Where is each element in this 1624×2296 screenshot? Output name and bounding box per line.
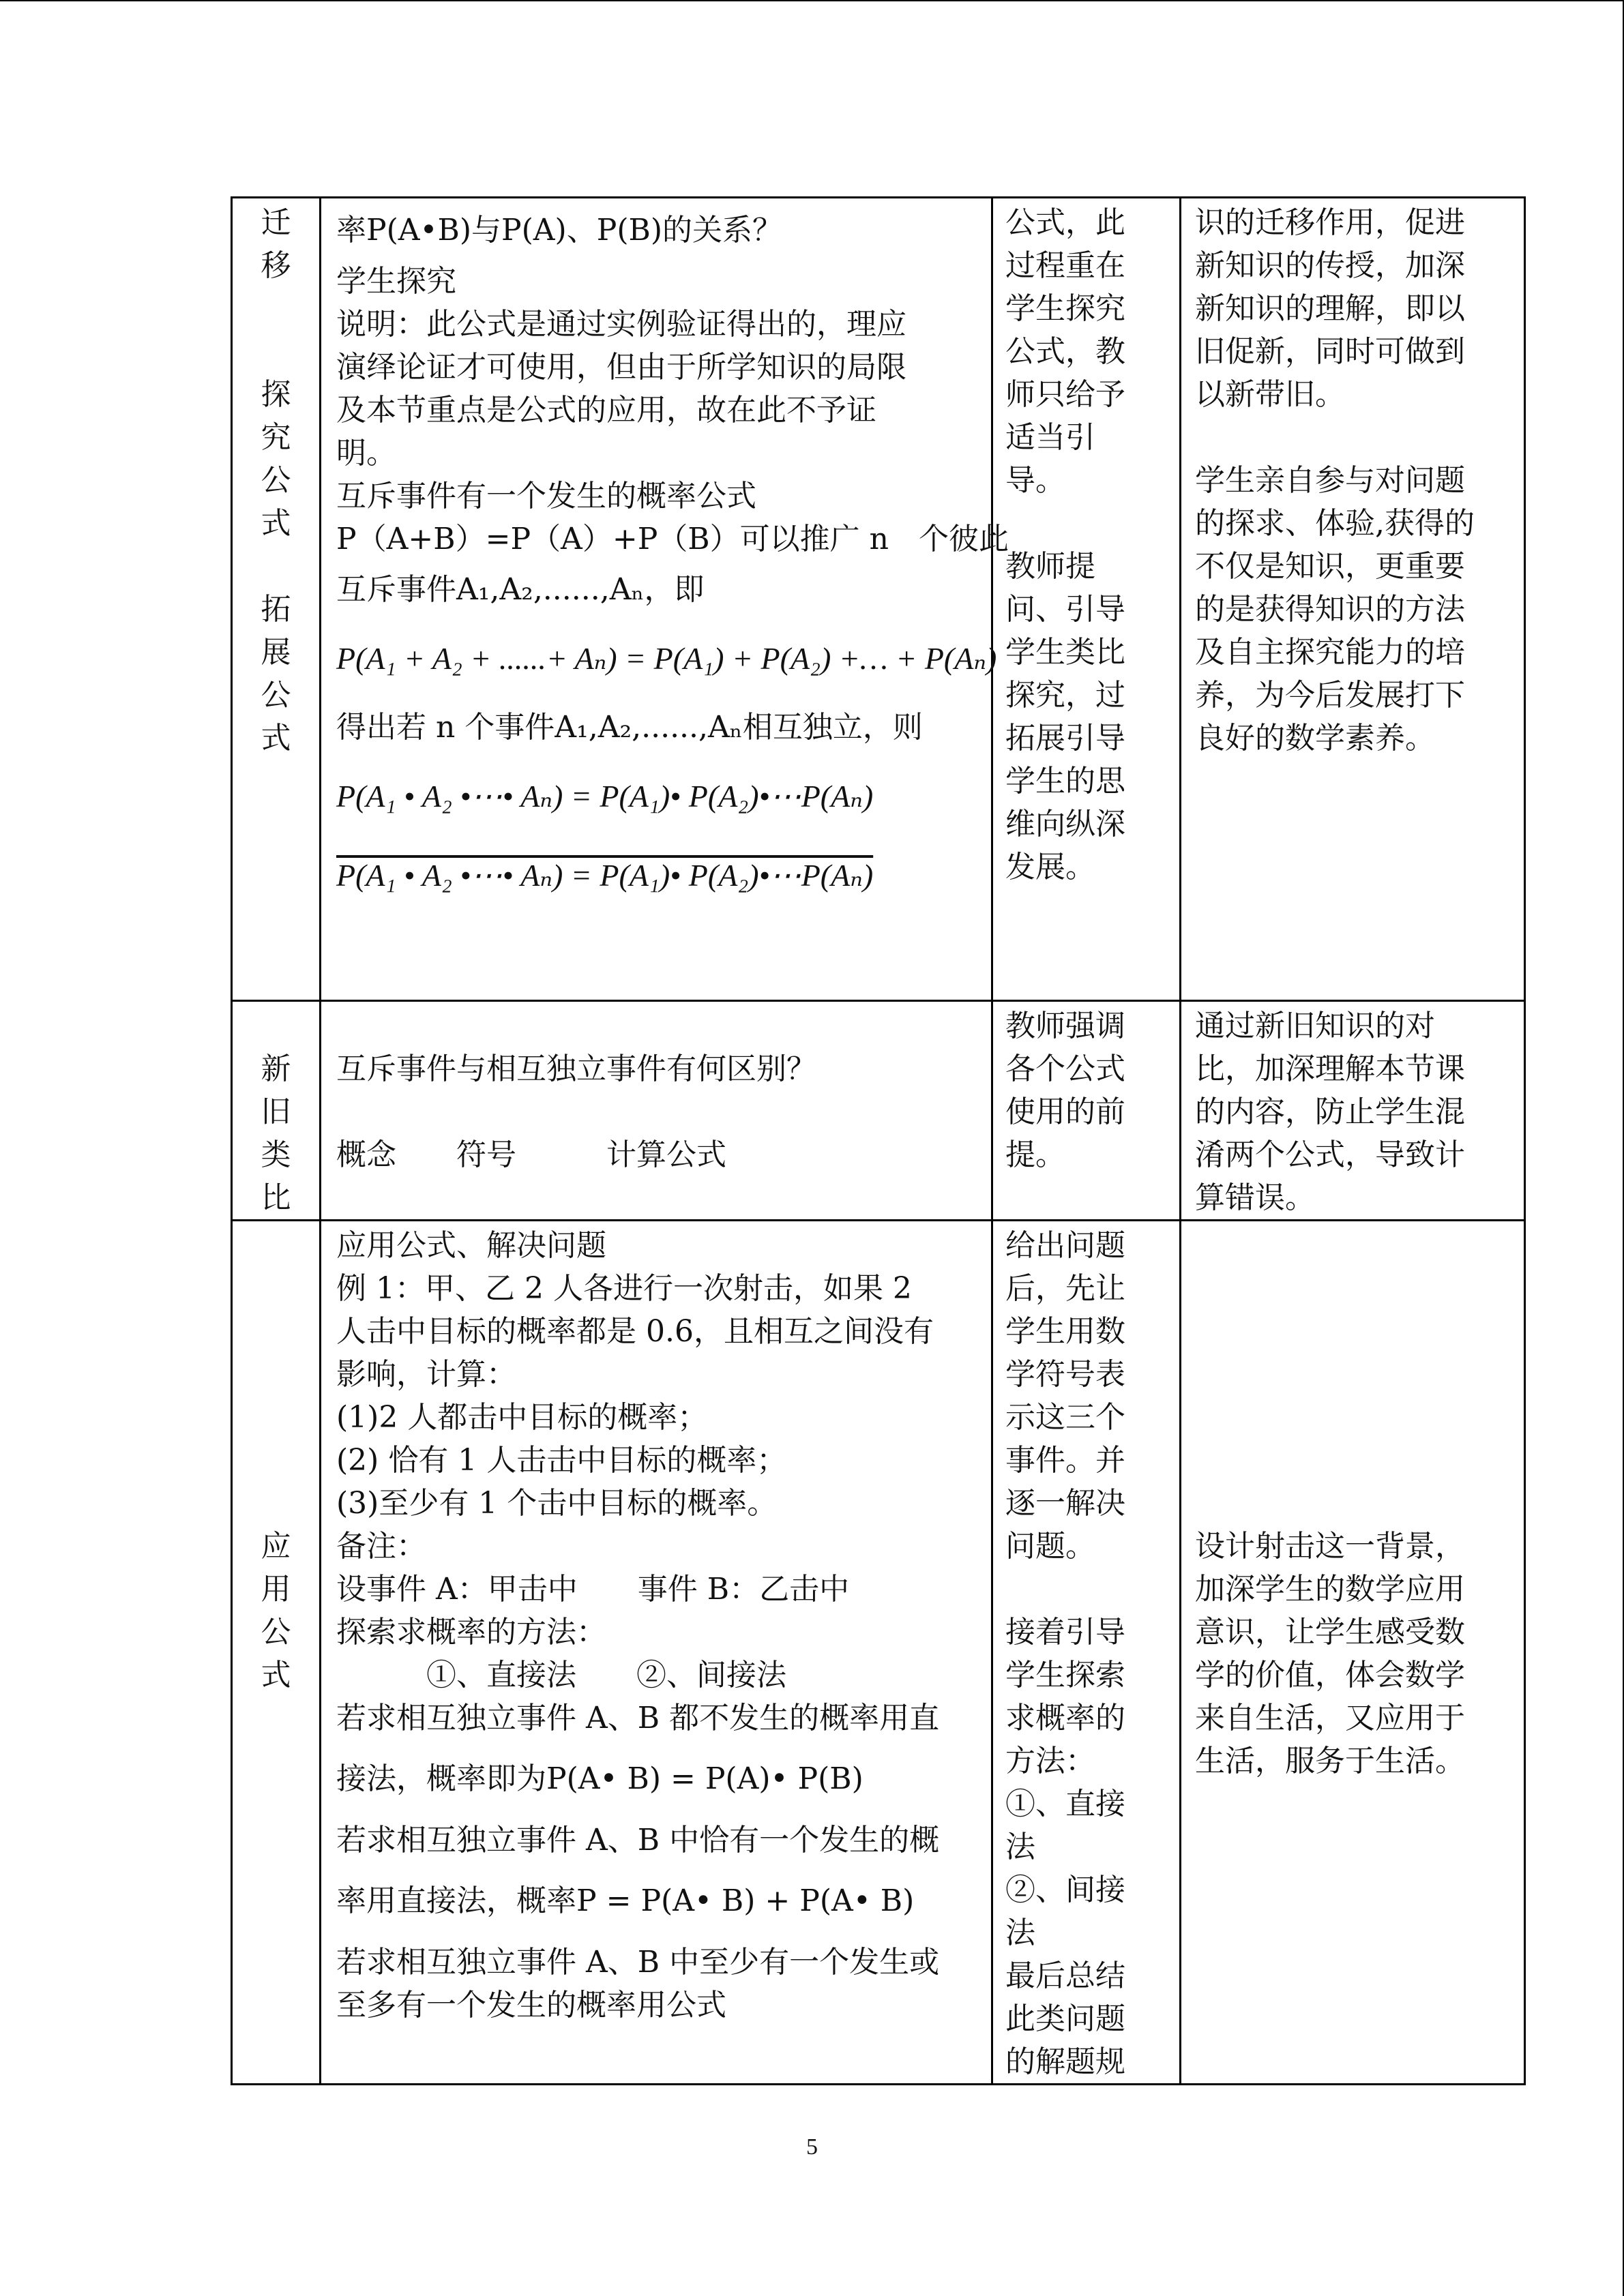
stage-char: 式 bbox=[261, 506, 291, 541]
teacher-line bbox=[1005, 1568, 1175, 1611]
content-line: 备注： bbox=[336, 1529, 426, 1564]
content-line: 概念 符号 计算公式 bbox=[336, 1137, 726, 1172]
stage-char: 式 bbox=[261, 721, 291, 756]
teacher-line: 拓展引导 bbox=[1005, 721, 1125, 756]
stage-char: 拓 bbox=[261, 592, 291, 627]
stage-char bbox=[233, 1004, 319, 1047]
teacher-line: 学生用数 bbox=[1005, 1314, 1125, 1349]
purpose-line bbox=[1195, 1353, 1520, 1396]
teacher-activity-cell bbox=[992, 1221, 1181, 2085]
content-line: 若求相互独立事件 A、B 中至少有一个发生或 bbox=[336, 1945, 940, 1980]
purpose-line bbox=[1195, 416, 1520, 459]
stage-cell bbox=[232, 1221, 321, 2085]
content-line: (3)至少有 1 个击中目标的概率。 bbox=[336, 1486, 778, 1521]
stage-char: 应 bbox=[261, 1529, 291, 1564]
stage-char bbox=[233, 330, 319, 373]
content-line: 学生探究 bbox=[336, 264, 456, 299]
purpose-line: 良好的数学素养。 bbox=[1195, 721, 1435, 756]
content-line: 人击中目标的概率都是 0.6，且相互之间没有 bbox=[336, 1314, 934, 1349]
stage-char bbox=[233, 287, 319, 330]
design-purpose-cell bbox=[1181, 1001, 1525, 1221]
content-line: 互斥事件有一个发生的概率公式 bbox=[336, 479, 756, 513]
purpose-line: 的探求、体验,获得的 bbox=[1195, 506, 1475, 541]
content-line: 若求相互独立事件 A、B 都不发生的概率用直 bbox=[336, 1701, 940, 1735]
teacher-line: 适当引 bbox=[1005, 420, 1095, 455]
purpose-line: 新知识的理解，即以 bbox=[1195, 291, 1465, 326]
content-line: 探索求概率的方法： bbox=[336, 1615, 606, 1650]
stage-char: 用 bbox=[261, 1572, 291, 1607]
purpose-line: 的是获得知识的方法 bbox=[1195, 592, 1465, 627]
content-line bbox=[336, 1090, 980, 1133]
purpose-line bbox=[1195, 1224, 1520, 1267]
teacher-line: ①、直接 bbox=[1005, 1787, 1125, 1821]
teacher-line: 学符号表 bbox=[1005, 1357, 1125, 1392]
stage-char: 探 bbox=[261, 377, 291, 412]
teacher-line: 学生探索 bbox=[1005, 1658, 1125, 1693]
teacher-line: 接着引导 bbox=[1005, 1615, 1125, 1650]
content-line: (1)2 人都击中目标的概率； bbox=[336, 1400, 708, 1435]
purpose-line: 以新带旧。 bbox=[1195, 377, 1345, 412]
teacher-line: 提。 bbox=[1005, 1137, 1065, 1172]
content-line: 明。 bbox=[336, 436, 396, 471]
purpose-line: 算错误。 bbox=[1195, 1180, 1315, 1215]
lesson-plan-table bbox=[231, 196, 1526, 2085]
table-row bbox=[232, 1221, 1525, 2085]
teacher-line bbox=[1005, 502, 1175, 545]
content-line: 互斥事件A₁,A₂,......,Aₙ，即 bbox=[336, 572, 705, 607]
teacher-line: 导。 bbox=[1005, 463, 1065, 498]
formula-line: P(A₁ + A₂ + ......+ Aₙ) = P(A₁) + P(A₂) +… + P(Aₙ) bbox=[336, 641, 997, 676]
content-line: (2) 恰有 1 人击击中目标的概率； bbox=[336, 1443, 787, 1478]
teacher-activity-cell bbox=[992, 198, 1181, 1001]
purpose-line: 加深学生的数学应用 bbox=[1195, 1572, 1465, 1607]
page-number: 5 bbox=[806, 2134, 818, 2160]
stage-cell bbox=[232, 1001, 321, 1221]
design-purpose-cell bbox=[1181, 198, 1525, 1001]
teacher-line: 最后总结 bbox=[1005, 1958, 1125, 1993]
purpose-line bbox=[1195, 1267, 1520, 1310]
teacher-line: 使用的前 bbox=[1005, 1094, 1125, 1129]
teacher-line: 法 bbox=[1005, 1915, 1035, 1950]
teacher-line: 过程重在 bbox=[1005, 248, 1125, 283]
content-line: 接法，概率即为P(A• B) = P(A)• P(B) bbox=[336, 1761, 863, 1796]
purpose-line: 通过新旧知识的对 bbox=[1195, 1009, 1435, 1043]
stage-char: 公 bbox=[261, 463, 291, 498]
content-line: 至多有一个发生的概率用公式 bbox=[336, 1988, 726, 2023]
stage-char: 旧 bbox=[261, 1094, 291, 1129]
stage-char: 公 bbox=[261, 1615, 291, 1650]
teacher-line: 逐一解决 bbox=[1005, 1486, 1125, 1521]
teacher-line: 求概率的 bbox=[1005, 1701, 1125, 1735]
purpose-line: 学的价值，体会数学 bbox=[1195, 1658, 1465, 1693]
content-line: P（A+B）=P（A）+P（B）可以推广 n 个彼此 bbox=[336, 522, 1009, 556]
purpose-line: 比，加深理解本节课 bbox=[1195, 1052, 1465, 1086]
purpose-line: 及自主探究能力的培 bbox=[1195, 635, 1465, 670]
purpose-line: 学生亲自参与对问题 bbox=[1195, 463, 1465, 498]
formula-line: P(A₁ • A₂ •⋯• Aₙ) = P(A₁)• P(A₂)•⋯P(Aₙ) bbox=[336, 779, 874, 814]
purpose-line bbox=[1195, 1396, 1520, 1439]
stage-char: 比 bbox=[261, 1180, 291, 1215]
teacher-line: 法 bbox=[1005, 1830, 1035, 1864]
stage-char: 公 bbox=[261, 678, 291, 713]
teacher-line: 后，先让 bbox=[1005, 1271, 1125, 1306]
purpose-line: 来自生活，又应用于 bbox=[1195, 1701, 1465, 1735]
stage-char: 究 bbox=[261, 420, 291, 455]
page-top-border bbox=[0, 0, 1624, 1]
teacher-line: 事件。并 bbox=[1005, 1443, 1125, 1478]
content-cell bbox=[321, 1001, 992, 1221]
teacher-line: 发展。 bbox=[1005, 850, 1095, 884]
purpose-line: 新知识的传授，加深 bbox=[1195, 248, 1465, 283]
teacher-line: 教师提 bbox=[1005, 549, 1095, 584]
content-line: 例 1：甲、乙 2 人各进行一次射击，如果 2 bbox=[336, 1271, 912, 1306]
stage-char: 类 bbox=[261, 1137, 291, 1172]
teacher-line: 问题。 bbox=[1005, 1529, 1095, 1564]
stage-char bbox=[233, 1267, 319, 1310]
teacher-line: 探究，过 bbox=[1005, 678, 1125, 713]
teacher-line: 学生类比 bbox=[1005, 635, 1125, 670]
teacher-line: ②、间接 bbox=[1005, 1873, 1125, 1907]
content-line: 率用直接法，概率P = P(A• B) + P(A• B) bbox=[336, 1883, 915, 1918]
purpose-line: 养，为今后发展打下 bbox=[1195, 678, 1465, 713]
content-cell bbox=[321, 198, 1009, 1001]
teacher-line: 维向纵深 bbox=[1005, 807, 1125, 841]
purpose-line: 不仅是知识，更重要 bbox=[1195, 549, 1465, 584]
purpose-line: 意识，让学生感受数 bbox=[1195, 1615, 1465, 1650]
stage-char bbox=[233, 1396, 319, 1439]
stage-char bbox=[233, 545, 319, 588]
stage-char: 移 bbox=[261, 248, 291, 283]
content-line: ①、直接法 ②、间接法 bbox=[336, 1658, 786, 1693]
content-line: 互斥事件与相互独立事件有何区别？ bbox=[336, 1052, 816, 1086]
content-line: 演绎论证才可使用，但由于所学知识的局限 bbox=[336, 350, 906, 385]
content-line: 影响，计算： bbox=[336, 1357, 516, 1392]
purpose-line bbox=[1195, 1439, 1520, 1482]
stage-char bbox=[233, 1482, 319, 1525]
stage-char bbox=[233, 1353, 319, 1396]
stage-cell bbox=[232, 198, 321, 1001]
teacher-line: 的解题规 bbox=[1005, 2044, 1125, 2079]
teacher-line: 问、引导 bbox=[1005, 592, 1125, 627]
teacher-line: 公式，教 bbox=[1005, 334, 1125, 369]
teacher-line: 学生的思 bbox=[1005, 764, 1125, 799]
teacher-line: 教师强调 bbox=[1005, 1009, 1125, 1043]
purpose-line: 淆两个公式，导致计 bbox=[1195, 1137, 1465, 1172]
teacher-line: 各个公式 bbox=[1005, 1052, 1125, 1086]
purpose-line bbox=[1195, 1482, 1520, 1525]
stage-char bbox=[233, 1439, 319, 1482]
stage-char bbox=[233, 1224, 319, 1267]
content-line: 得出若 n 个事件A₁,A₂,......,Aₙ相互独立，则 bbox=[336, 710, 923, 745]
teacher-line: 给出问题 bbox=[1005, 1228, 1125, 1263]
stage-char: 迁 bbox=[261, 205, 291, 240]
content-line: 设事件 A：甲击中 事件 B：乙击中 bbox=[336, 1572, 850, 1607]
stage-char: 新 bbox=[261, 1052, 291, 1086]
stage-char: 展 bbox=[261, 635, 291, 670]
content-line: 说明：此公式是通过实例验证得出的，理应 bbox=[336, 307, 906, 342]
content-cell bbox=[321, 1221, 992, 2085]
content-line: 应用公式、解决问题 bbox=[336, 1228, 606, 1263]
purpose-line bbox=[1195, 1310, 1520, 1353]
stage-char bbox=[233, 1310, 319, 1353]
purpose-line: 识的迁移作用，促进 bbox=[1195, 205, 1465, 240]
teacher-line: 方法： bbox=[1005, 1744, 1095, 1778]
table-row bbox=[232, 1001, 1525, 1221]
teacher-line: 师只给予 bbox=[1005, 377, 1125, 412]
teacher-line: 公式，此 bbox=[1005, 205, 1125, 240]
purpose-line: 生活，服务于生活。 bbox=[1195, 1744, 1465, 1778]
design-purpose-cell bbox=[1181, 1221, 1525, 2085]
teacher-line: 示这三个 bbox=[1005, 1400, 1125, 1435]
content-line bbox=[336, 1004, 980, 1047]
teacher-activity-cell bbox=[992, 1001, 1181, 1221]
content-line: 及本节重点是公式的应用，故在此不予证 bbox=[336, 393, 876, 428]
teacher-line: 此类问题 bbox=[1005, 2001, 1125, 2036]
teacher-line: 学生探究 bbox=[1005, 291, 1125, 326]
formula-line: P(A₁ • A₂ •⋯• Aₙ) = P(A₁)• P(A₂)•⋯P(Aₙ) bbox=[336, 858, 874, 893]
purpose-line: 的内容，防止学生混 bbox=[1195, 1094, 1465, 1129]
stage-char: 式 bbox=[261, 1658, 291, 1693]
purpose-line: 旧促新，同时可做到 bbox=[1195, 334, 1465, 369]
content-line: 若求相互独立事件 A、B 中恰有一个发生的概 bbox=[336, 1823, 940, 1858]
content-line: 率P(A•B)与P(A)、P(B)的关系？ bbox=[336, 213, 782, 248]
purpose-line: 设计射击这一背景， bbox=[1195, 1529, 1465, 1564]
table-row bbox=[232, 198, 1525, 1001]
